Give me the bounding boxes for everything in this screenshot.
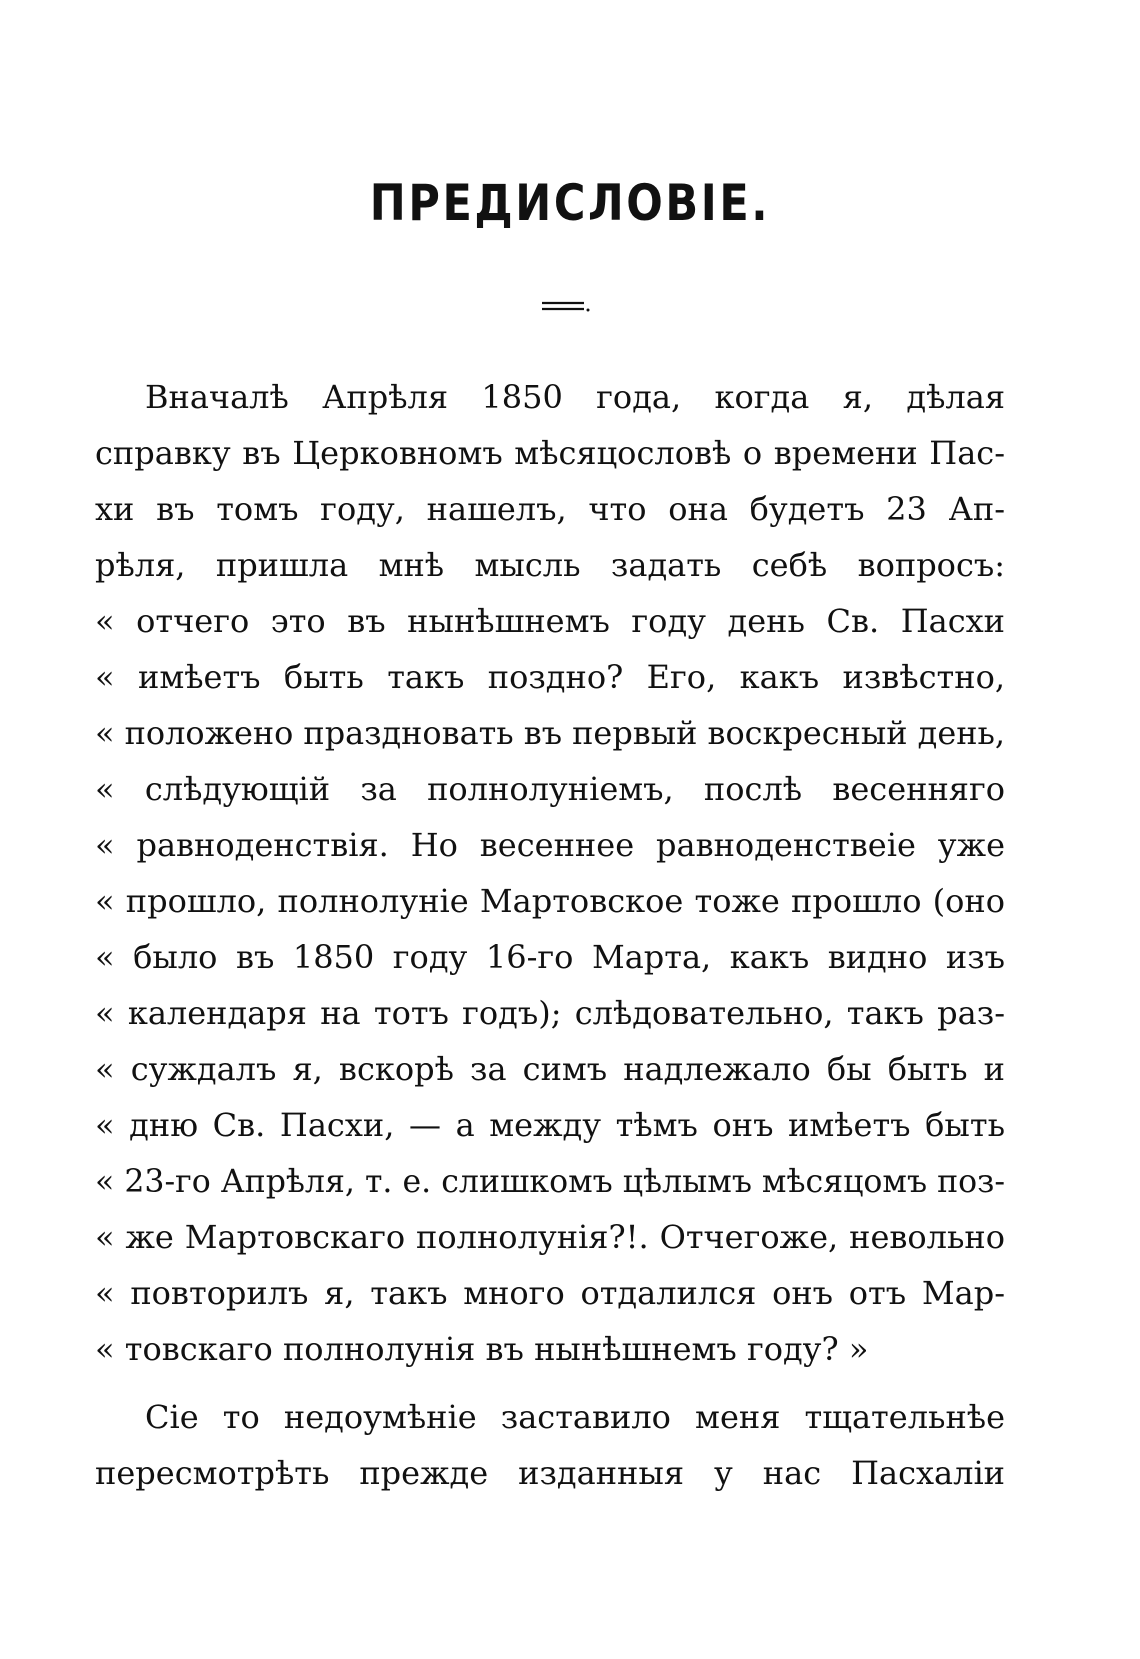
text-line: хи въ томъ году, нашелъ, что она будетъ 23 Ап- bbox=[95, 490, 1005, 528]
text-line: пересмотрѣть прежде изданныя у нас Пасхаліи bbox=[95, 1454, 1005, 1492]
text-line: « дню Св. Пасхи, — а между тѣмъ онъ имѣетъ быть bbox=[95, 1106, 1005, 1144]
text-line: « 23-го Апрѣля, т. е. слишкомъ цѣлымъ мѣсяцомъ поз- bbox=[95, 1162, 1006, 1200]
double-rule-ornament bbox=[540, 300, 590, 312]
text-line: справку въ Церковномъ мѣсяцословѣ о времени Пас- bbox=[95, 434, 1005, 472]
page-title: ПРЕДИСЛОВІЕ. bbox=[369, 174, 771, 232]
text-line: « повторилъ я, такъ много отдалился онъ отъ Мар- bbox=[95, 1274, 1005, 1312]
text-line: Вначалѣ Апрѣля 1850 года, когда я, дѣлая bbox=[145, 378, 1005, 416]
preface-text bbox=[95, 369, 1005, 1501]
text-line: « отчего это въ нынѣшнемъ году день Св. Пасхи bbox=[95, 602, 1005, 640]
text-line: « календаря на тотъ годъ); слѣдовательно, такъ раз- bbox=[95, 994, 1005, 1032]
text-line: « суждалъ я, вскорѣ за симъ надлежало бы быть и bbox=[95, 1050, 1005, 1088]
text-line: « равноденствія. Но весеннее равноденствеіе уже bbox=[95, 826, 1005, 864]
paragraph-gap bbox=[95, 1377, 1005, 1389]
text-line: Сіе то недоумѣніе заставило меня тщательнѣе bbox=[145, 1398, 1005, 1436]
text-line: « положено праздновать въ первый воскресный день, bbox=[95, 714, 1005, 752]
text-line: « прошло, полнолуніе Мартовское тоже прошло (оно bbox=[95, 882, 1005, 920]
text-line: « же Мартовскаго полнолунія?!. Отчегоже, невольно bbox=[95, 1218, 1005, 1256]
text-line: « было въ 1850 году 16-го Марта, какъ видно изъ bbox=[95, 938, 1005, 976]
text-line: рѣля, пришла мнѣ мысль задать себѣ вопросъ: bbox=[95, 546, 1005, 584]
text-line: « слѣдующій за полнолуніемъ, послѣ весенняго bbox=[95, 770, 1005, 808]
text-line: « имѣетъ быть такъ поздно? Его, какъ извѣстно, bbox=[95, 658, 1005, 696]
text-line: « товскаго полнолунія въ нынѣшнемъ году? » bbox=[95, 1330, 869, 1368]
title-rule bbox=[540, 300, 590, 312]
